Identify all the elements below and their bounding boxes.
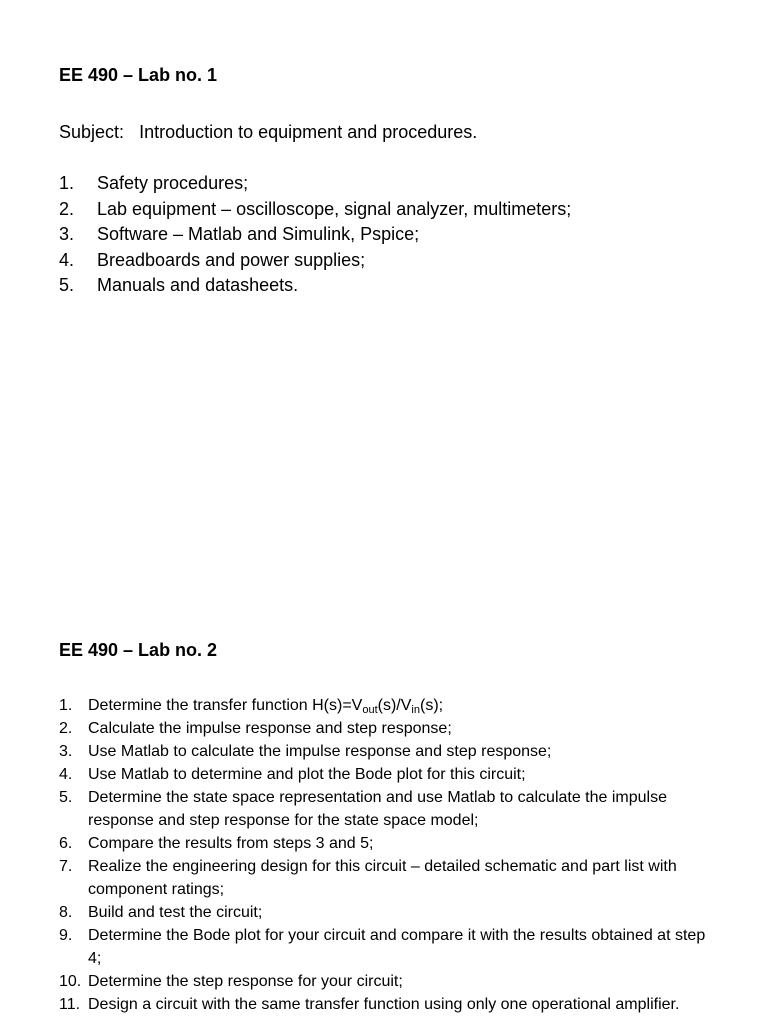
list-item: [59, 970, 719, 993]
list-item: [59, 924, 719, 970]
item-number: 11.: [59, 996, 81, 1013]
subscript-in: in: [411, 704, 420, 716]
item-text: Determine the step response for your circuit;: [88, 973, 403, 990]
list-item: [59, 763, 719, 786]
lab1-subject: [59, 120, 477, 144]
subject-text: Introduction to equipment and procedures.: [139, 122, 478, 142]
list-item: [59, 901, 719, 924]
subject-label: Subject:: [59, 122, 125, 142]
lab1-title: EE 490 – Lab no. 1: [59, 65, 218, 85]
list-item: [59, 740, 719, 763]
formula-part: (s)/V: [377, 697, 412, 714]
item-text: Determine the state space representation and use Matlab to calculate the impulse response and step response for the state space model;: [88, 789, 667, 829]
item-text: Manuals and datasheets.: [97, 275, 299, 295]
item-text: Calculate the impulse response and step response;: [88, 720, 452, 737]
list-item: [59, 786, 719, 832]
list-item: [59, 171, 571, 197]
item-text: [88, 697, 443, 714]
item-number: 5.: [59, 789, 73, 806]
item-number: 6.: [59, 835, 73, 852]
list-item: [59, 222, 571, 248]
item-number: 8.: [59, 904, 73, 921]
item-number: 3.: [59, 743, 73, 760]
list-item: [59, 717, 719, 740]
item-text: Safety procedures;: [97, 173, 249, 193]
item-number: 10.: [59, 973, 82, 990]
formula-part: (s);: [419, 697, 444, 714]
item-text: Build and test the circuit;: [88, 904, 263, 921]
list-item: [59, 273, 571, 299]
lab2-list: [59, 694, 719, 1016]
item-number: 5.: [59, 275, 75, 295]
item-number: 3.: [59, 224, 75, 244]
item-text: Determine the Bode plot for your circuit and compare it with the results obtained at step 4;: [88, 927, 706, 967]
list-item: [59, 197, 571, 223]
item-text: Design a circuit with the same transfer function using only one operational amplifier.: [88, 996, 680, 1013]
list-item: [59, 694, 719, 717]
subscript-out: out: [362, 704, 378, 716]
list-item: [59, 993, 719, 1016]
item-text: Compare the results from steps 3 and 5;: [88, 835, 374, 852]
item-text: Software – Matlab and Simulink, Pspice;: [97, 224, 420, 244]
item-number: 2.: [59, 720, 73, 737]
item-number: 1.: [59, 697, 73, 714]
item-number: 9.: [59, 927, 73, 944]
item-number: 4.: [59, 249, 75, 270]
list-item: [59, 832, 719, 855]
item-text: Lab equipment – oscilloscope, signal analyzer, multimeters;: [97, 198, 572, 219]
lab2-title: EE 490 – Lab no. 2: [59, 640, 218, 660]
list-item: [59, 855, 719, 901]
item-number: 7.: [59, 858, 73, 875]
item-text: Breadboards and power supplies;: [97, 249, 366, 270]
item-number: 2.: [59, 198, 75, 219]
item-text: Use Matlab to determine and plot the Bode plot for this circuit;: [88, 766, 526, 783]
item-text: Realize the engineering design for this circuit – detailed schematic and part list with component ratings;: [88, 858, 677, 898]
item-number: 1.: [59, 173, 75, 193]
item-number: 4.: [59, 766, 73, 783]
formula-part: Determine the transfer function H(s)=V: [88, 697, 363, 714]
item-text: Use Matlab to calculate the impulse response and step response;: [88, 743, 552, 760]
lab1-list: [59, 171, 571, 299]
list-item: [59, 248, 571, 274]
